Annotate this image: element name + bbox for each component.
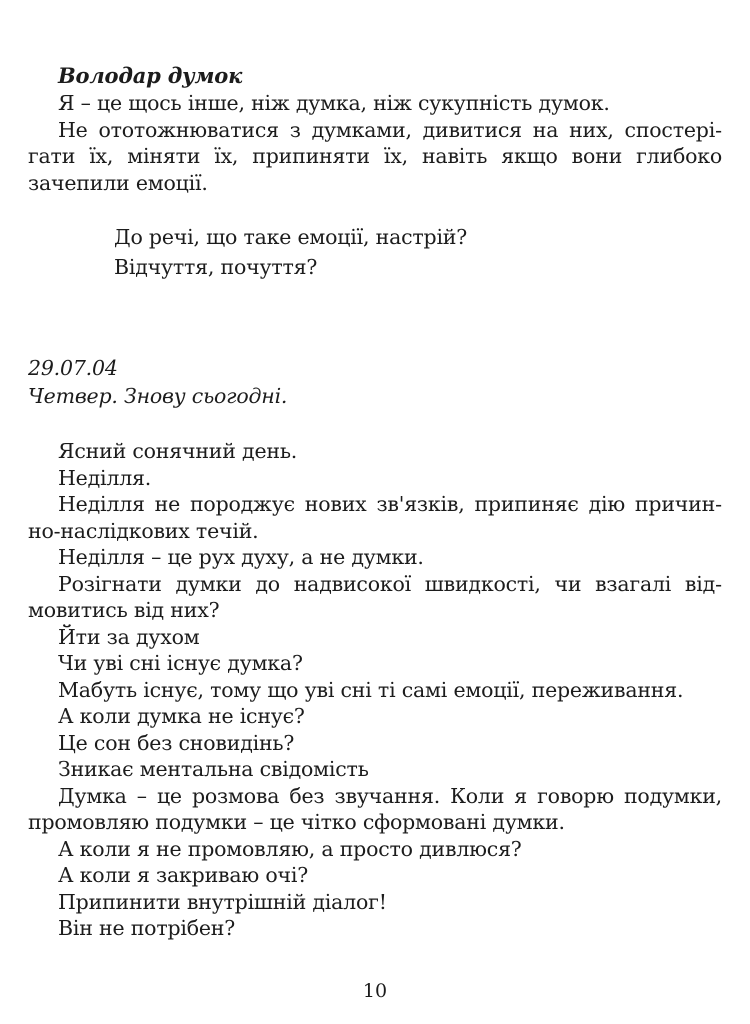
paragraph: Ясний сонячний день. <box>58 439 298 463</box>
section-one-body <box>28 90 722 196</box>
paragraph: Це сон без сновидінь? <box>58 730 295 755</box>
paragraph: Неділля не породжує нових зв'язків, припиняє дію причинно-наслідкових течій. <box>28 492 722 543</box>
paragraph: Чи уві сні існує думка? <box>58 651 303 675</box>
paragraph: Я – це щось інше, ніж думка, ніж сукупність думок. <box>58 91 610 115</box>
entry-subtitle: Четвер. Знову сьогодні. <box>28 384 288 408</box>
paragraph: Зникає ментальна свідомість <box>58 757 369 781</box>
paragraph: Йти за духом <box>58 624 200 649</box>
paragraph: А коли я закриваю очі? <box>58 863 309 887</box>
section-two-body <box>28 438 722 942</box>
indented-question-block <box>28 222 722 282</box>
paragraph: Думка – це розмова без звучання. Коли я говорю подумки, промовляю подумки – це чітко сформовані думки. <box>28 783 722 834</box>
paragraph: Він не потрібен? <box>58 916 236 940</box>
paragraph: Неділля – це рух духу, а не думки. <box>58 545 424 569</box>
paragraph: Розігнати думки до надвисокої швидкості, чи взагалі відмовитись від них? <box>28 571 722 622</box>
page-content <box>28 62 722 942</box>
paragraph: Неділля. <box>58 465 152 490</box>
paragraph: Припинити внутрішній діалог! <box>58 889 387 914</box>
indented-line: До речі, що таке емоції, настрій? <box>114 225 468 249</box>
entry-header <box>28 354 722 410</box>
entry-date: 29.07.04 <box>28 356 118 380</box>
paragraph: Мабуть існує, тому що уві сні ті самі емоції, переживання. <box>58 677 684 702</box>
paragraph: Не ототожнюватися з думками, дивитися на них, спостерігати їх, міняти їх, припиняти їх, навіть якщо вони глибоко зачепили емоції. <box>28 117 722 195</box>
paragraph: А коли думка не існує? <box>58 704 305 728</box>
section-title: Володар думок <box>58 63 243 88</box>
page-number: 10 <box>362 980 388 1002</box>
paragraph: А коли я не промовляю, а просто дивлюся? <box>58 836 522 861</box>
indented-line: Відчуття, почуття? <box>114 255 318 279</box>
